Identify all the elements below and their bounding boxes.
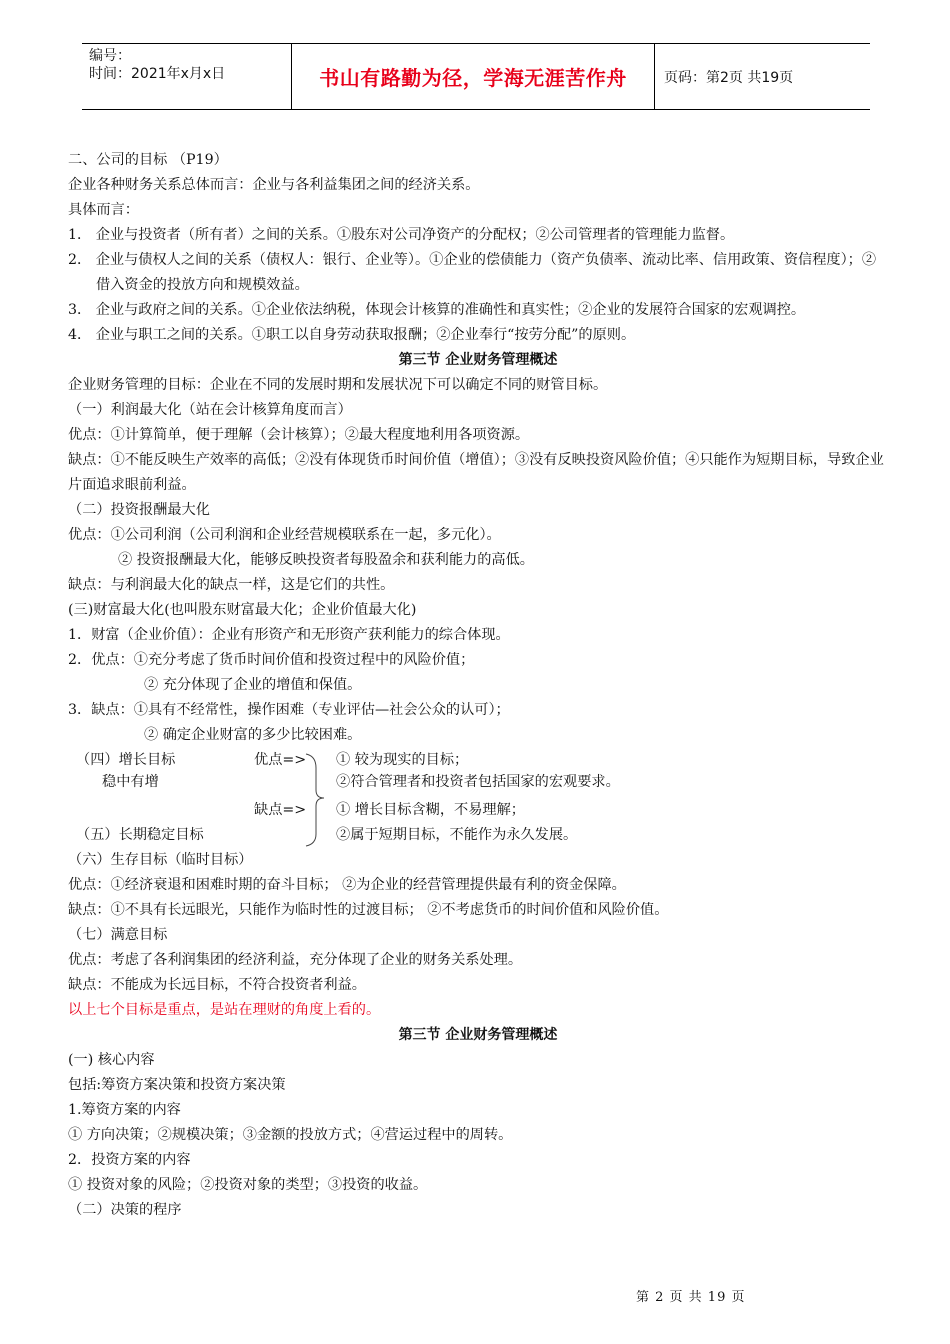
paragraph: ② 确定企业财富的多少比较困难。	[144, 727, 362, 743]
subheading: (一) 核心内容	[68, 1052, 155, 1068]
paragraph: 2．投资方案的内容	[68, 1152, 191, 1168]
cons-arrow: 缺点=>	[254, 802, 307, 818]
paragraph: 包括:筹资方案决策和投资方案决策	[68, 1077, 286, 1093]
paragraph: 企业各种财务关系总体而言：企业与各利益集团之间的经济关系。	[68, 177, 480, 193]
subheading: （一）利润最大化（站在会计核算角度而言）	[68, 402, 352, 418]
document-header	[82, 43, 870, 110]
pro-item: ②符合管理者和投资者包括国家的宏观要求。	[336, 774, 620, 790]
pro-item: ① 较为现实的目标；	[336, 752, 469, 768]
list-item: 2． 企业与债权人之间的关系（债权人：银行、企业等）。①企业的偿债能力（资产负债率、流动比率、信用政策、资信程度）；②借入资金的投放方向和规模效益。	[68, 252, 877, 293]
subheading: （七）满意目标	[68, 927, 168, 943]
list-item: 4． 企业与职工之间的关系。①职工以自身劳动获取报酬；②企业奉行“按劳分配”的原则。	[68, 327, 636, 343]
header-number: 编号：	[89, 48, 131, 64]
paragraph: 缺点：①不能反映生产效率的高低；②没有体现货币时间价值（增值）；③没有反映投资风险价值；④只能作为短期目标，导致企业片面追求眼前利益。	[68, 452, 884, 493]
goals-brace-diagram	[68, 748, 888, 848]
section-title: 第三节 企业财务管理概述	[398, 352, 558, 368]
goal-growth-sub: 稳中有增	[102, 774, 159, 790]
goal-growth-label: （四）增长目标	[76, 752, 176, 768]
header-page-info: 页码：第2页 共19页	[664, 69, 794, 86]
paragraph: ① 投资对象的风险；②投资对象的类型；③投资的收益。	[68, 1177, 428, 1193]
paragraph: ② 投资报酬最大化，能够反映投资者每股盈余和获利能力的高低。	[118, 552, 534, 568]
con-item: ① 增长目标含糊，不易理解；	[336, 802, 525, 818]
paragraph: 1．财富（企业价值）：企业有形资产和无形资产获利能力的综合体现。	[68, 627, 510, 643]
section-heading: 二、公司的目标 （P19）	[68, 152, 228, 168]
paragraph: 3．缺点：①具有不经常性，操作困难（专业评估—社会公众的认可）；	[68, 702, 510, 718]
paragraph: 优点：考虑了各利润集团的经济利益，充分体现了企业的财务关系处理。	[68, 952, 523, 968]
paragraph: 企业财务管理的目标：企业在不同的发展时期和发展状况下可以确定不同的财管目标。	[68, 377, 608, 393]
paragraph: 优点：①经济衰退和困难时期的奋斗目标； ②为企业的经营管理提供最有利的资金保障。	[68, 877, 626, 893]
paragraph: 具体而言：	[68, 202, 139, 218]
subheading: （二）决策的程序	[68, 1202, 182, 1218]
list-item: 1． 企业与投资者（所有者）之间的关系。①股东对公司净资产的分配权；②公司管理者的管理能力监督。	[68, 227, 735, 243]
header-time: 时间：2021年x月x日	[89, 66, 226, 82]
paragraph: 优点：①公司利润（公司利润和企业经营规模联系在一起，多元化）。	[68, 527, 501, 543]
con-item: ②属于短期目标，不能作为永久发展。	[336, 827, 578, 843]
goal-stable-label: （五）长期稳定目标	[76, 827, 204, 843]
page-footer: 第 2 页 共 19 页	[636, 1290, 746, 1305]
paragraph: 优点：①计算简单，便于理解（会计核算）；②最大程度地利用各项资源。	[68, 427, 530, 443]
section-title: 第三节 企业财务管理概述	[398, 1027, 558, 1043]
subheading: （二）投资报酬最大化	[68, 502, 210, 518]
highlight-note: 以上七个目标是重点，是站在理财的角度上看的。	[68, 1002, 381, 1018]
pros-arrow: 优点=>	[254, 752, 307, 768]
paragraph: ② 充分体现了企业的增值和保值。	[144, 677, 362, 693]
paragraph: 缺点：①不具有长远眼光，只能作为临时性的过渡目标； ②不考虑货币的时间价值和风险价值。	[68, 902, 669, 918]
paragraph: 缺点：不能成为长远目标，不符合投资者利益。	[68, 977, 366, 993]
paragraph: 2．优点：①充分考虑了货币时间价值和投资过程中的风险价值；	[68, 652, 475, 668]
paragraph: ① 方向决策；②规模决策；③金额的投放方式；④营运过程中的周转。	[68, 1127, 513, 1143]
document-body	[68, 148, 888, 1223]
subheading: （六）生存目标（临时目标）	[68, 852, 253, 868]
paragraph: 缺点：与利润最大化的缺点一样，这是它们的共性。	[68, 577, 395, 593]
header-motto: 书山有路勤为径，学海无涯苦作舟	[292, 44, 655, 109]
list-item: 3． 企业与政府之间的关系。①企业依法纳税，体现会计核算的准确性和真实性；②企业的发展符合国家的宏观调控。	[68, 302, 806, 318]
subheading: (三)财富最大化(也叫股东财富最大化；企业价值最大化)	[68, 602, 417, 618]
header-meta	[82, 44, 292, 109]
paragraph: 1.筹资方案的内容	[68, 1102, 181, 1118]
